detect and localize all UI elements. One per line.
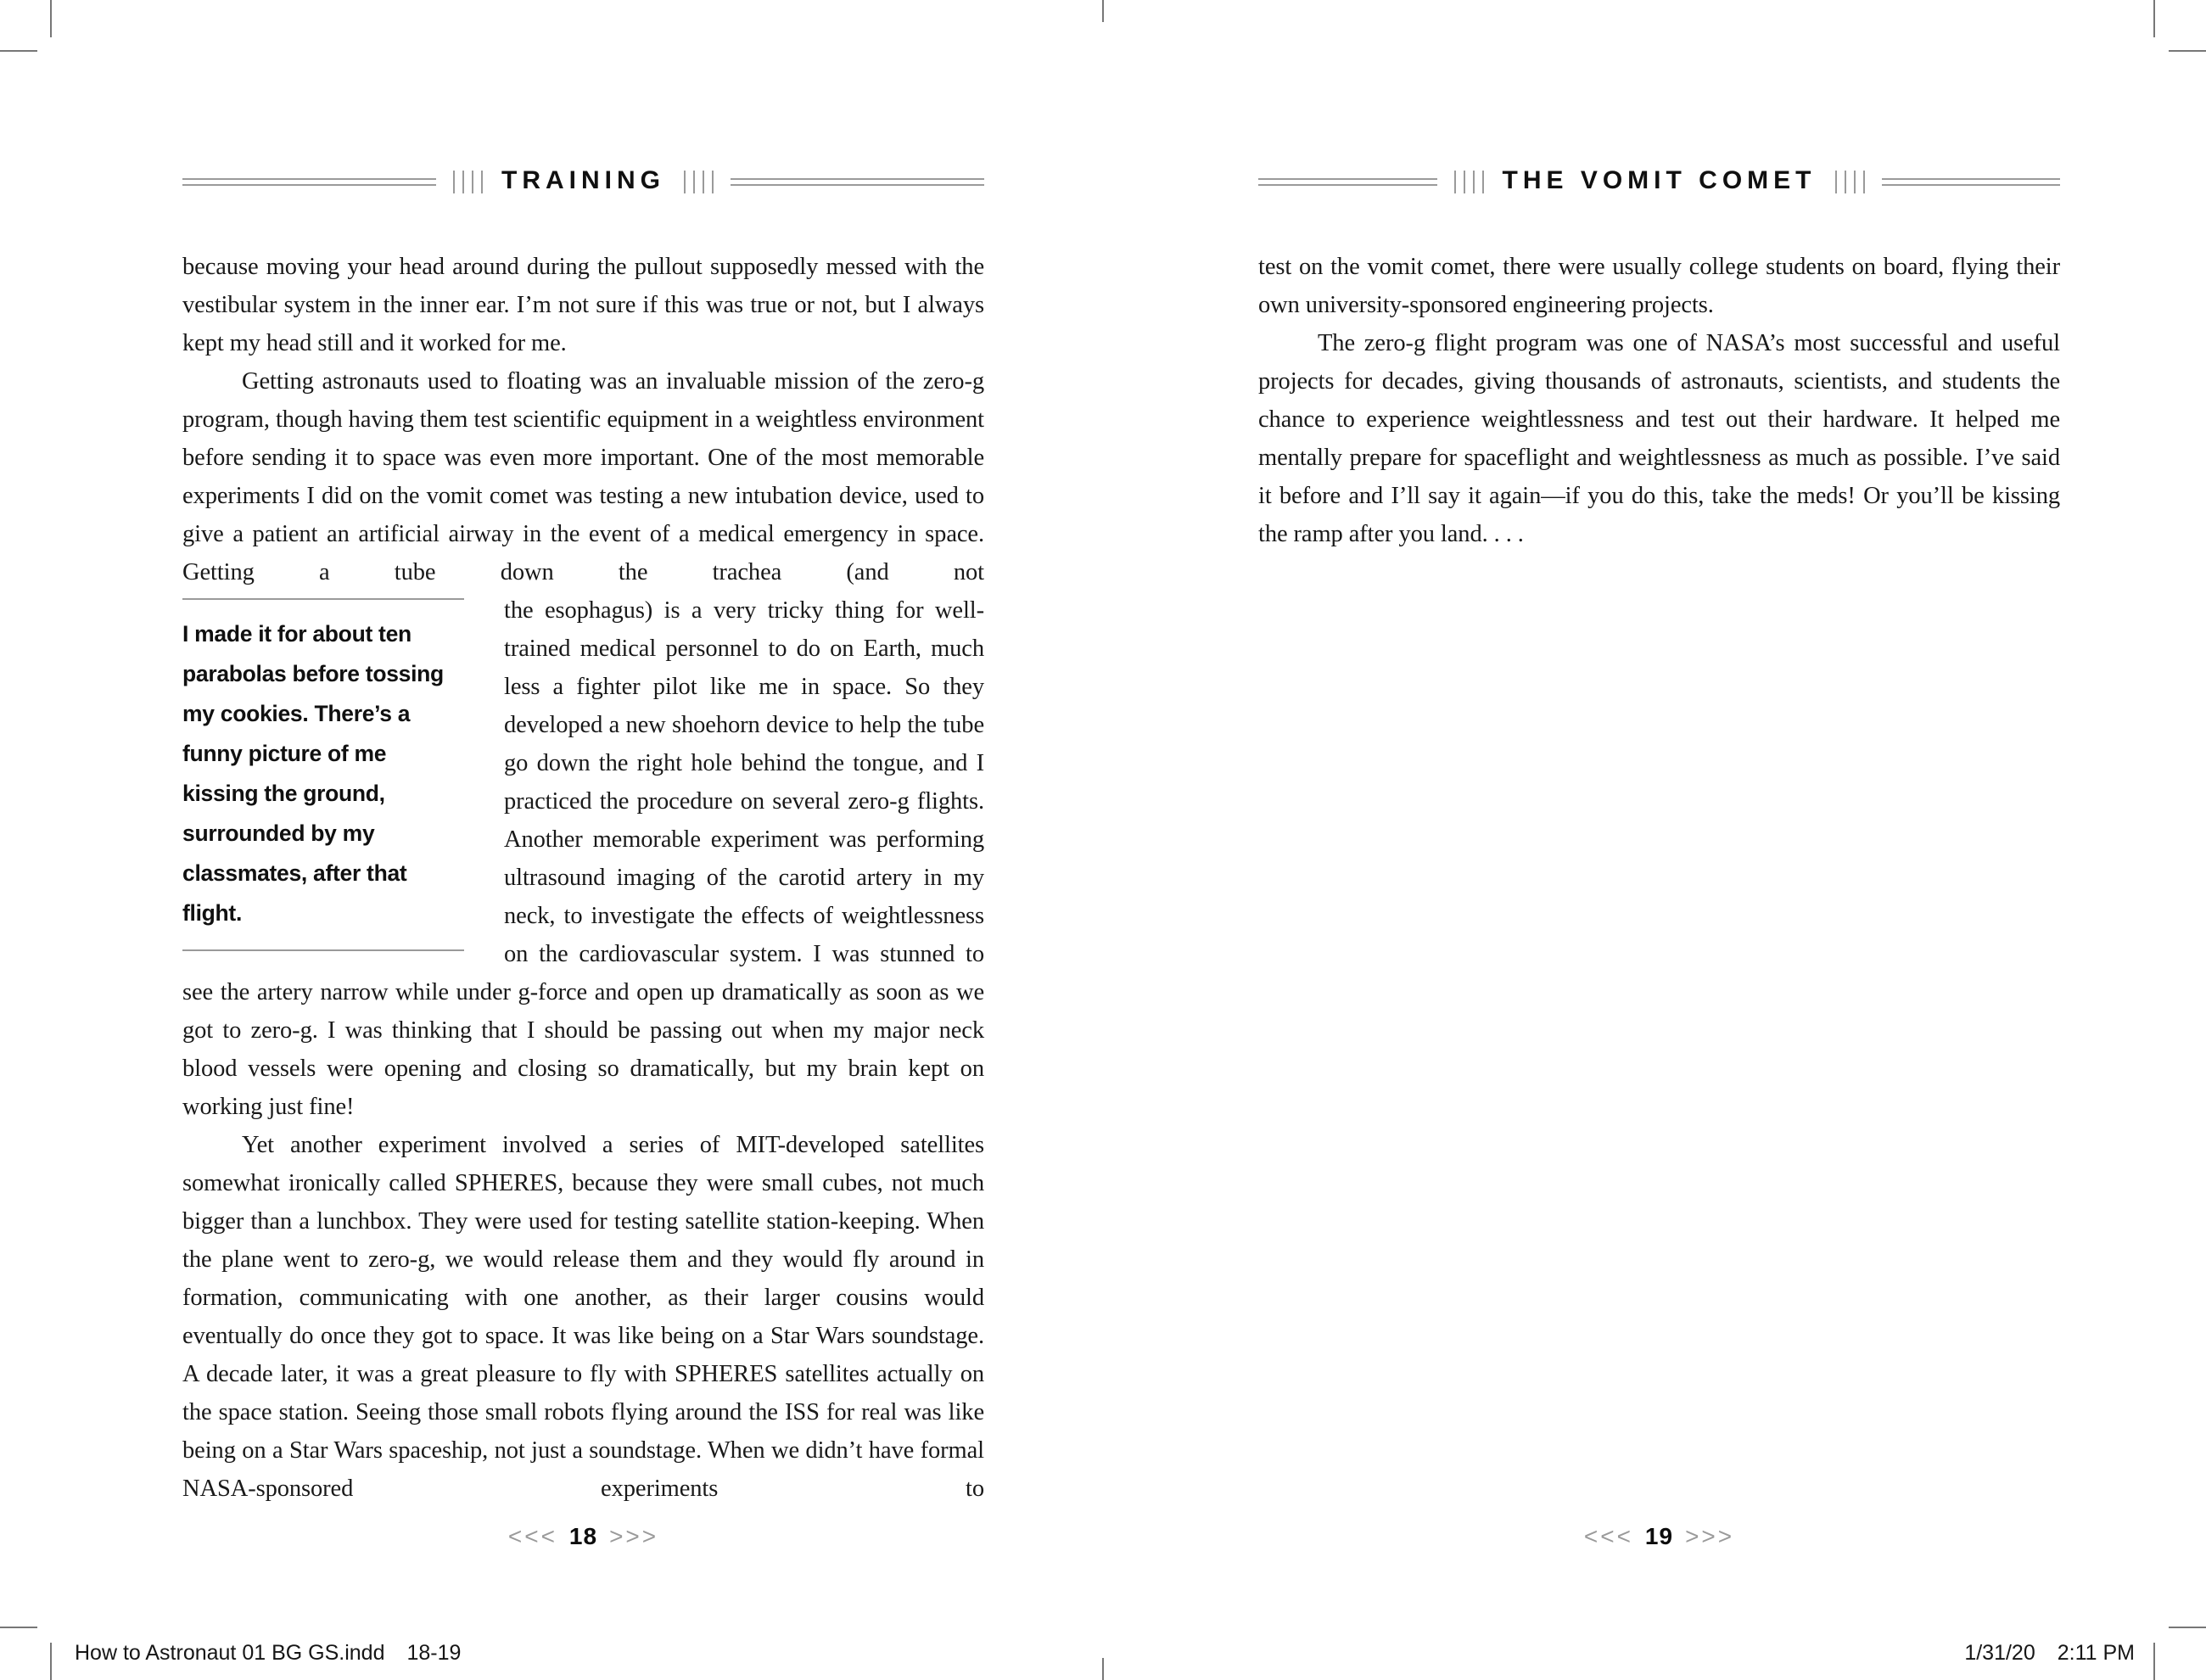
pull-quote-wrap-zone <box>182 591 984 1126</box>
crop-mark-bottom-right-horizontal <box>2169 1627 2206 1628</box>
prev-arrows: <<< <box>507 1523 557 1549</box>
crop-mark-top-left-horizontal <box>0 50 37 52</box>
paragraph: Getting astronauts used to floating was an invaluable mission of the zero-g program, though having them test scientific equipment in a weightless environment before sending it to space was even more important. One of the most memorable experiments I did on the vomit comet was testing a new intubation device, used to give a patient an artificial airway in the event of a medical emergency in space. Getting a tube down the trachea (and not <box>182 368 984 585</box>
crop-mark-top-center <box>1102 0 1104 22</box>
next-arrows: >>> <box>1685 1523 1735 1549</box>
slug-filename: How to Astronaut 01 BG GS.indd <box>75 1641 385 1665</box>
crop-mark-top-right-vertical <box>2153 0 2155 37</box>
crop-mark-bottom-center <box>1102 1658 1104 1680</box>
crop-mark-bottom-left-vertical <box>50 1643 52 1680</box>
page-number: 18 <box>568 1523 598 1549</box>
quad-bars-icon <box>453 171 483 193</box>
slug-date: 1/31/20 <box>1964 1641 2035 1665</box>
pull-quote <box>182 598 464 951</box>
crop-mark-top-left-vertical <box>50 0 52 37</box>
chapter-title: THE VOMIT COMET <box>1502 166 1817 194</box>
left-page <box>182 163 984 1656</box>
crop-mark-bottom-right-vertical <box>2153 1643 2155 1680</box>
body-text <box>1258 248 2060 553</box>
header-double-rule-left <box>1258 178 1437 186</box>
prev-arrows: <<< <box>1583 1523 1633 1549</box>
header-double-rule-left <box>182 178 436 186</box>
pull-quote-text: I made it for about ten parabolas before tossing my cookies. There’s a funny picture of me kissing the ground, surrounded by my classmates, after that flight. <box>182 621 444 926</box>
chapter-header-right <box>1258 163 2060 200</box>
slug-line-datetime <box>1964 1641 2135 1666</box>
folio-right <box>1258 1523 2060 1550</box>
next-arrows: >>> <box>609 1523 659 1549</box>
paragraph: the esophagus) is a very tricky thing for well-trained medical personnel to do on Earth, much less a fighter pilot like me in space. So they developed a new shoehorn device to help the tube go down the right hole behind the tongue, and I practiced the procedure on several zero-g flights. Another memorable experiment was performing ultrasound imaging of the carotid artery in my neck, to investigate the effects of weightlessness on the cardiovascular system. I was stunned to see the artery narrow while under g-force and open up dramatically as soon as we got to zero-g. I was thinking that I should be passing out when my major neck blood vessels were opening and closing so dramatically, but my brain kept on working just fine! <box>182 597 984 1120</box>
paragraph: test on the vomit comet, there were usually college students on board, flying their own university-sponsored engineering projects. <box>1258 254 2060 318</box>
page-number: 19 <box>1644 1523 1674 1549</box>
crop-mark-top-right-horizontal <box>2169 50 2206 52</box>
quad-bars-icon <box>1835 171 1865 193</box>
header-double-rule-right <box>731 178 984 186</box>
slug-line-file <box>75 1641 461 1666</box>
paragraph: because moving your head around during the pullout supposedly messed with the vestibular system in the inner ear. I’m not sure if this was true or not, but I always kept my head still and it worked for me. <box>182 254 984 356</box>
paragraph: Yet another experiment involved a series of MIT-developed satellites somewhat ironically called SPHERES, because they were small cubes, not much bigger than a lunchbox. They were used for testing satellite station-keeping. When the plane went to zero-g, we would release them and they would fly around in formation, communicating with one another, as their larger cousins would eventually do once they got to space. It was like being on a Star Wars soundstage. A decade later, it was a great pleasure to fly with SPHERES satellites actually on the space station. Seeing those small robots flying around the ISS for real was like being on a Star Wars spaceship, not just a soundstage. When we didn’t have formal NASA-sponsored experiments to <box>182 1132 984 1502</box>
slug-pages: 18-19 <box>406 1641 462 1665</box>
chapter-title: TRAINING <box>501 166 665 194</box>
right-page <box>1258 163 2060 1656</box>
crop-mark-bottom-left-horizontal <box>0 1627 37 1628</box>
paragraph: The zero-g flight program was one of NASA’s most successful and useful projects for decades, giving thousands of astronauts, scientists, and students the chance to experience weightlessness and test out their hardware. It helped me mentally prepare for spaceflight and weightlessness as much as possible. I’ve said it before and I’ll say it again—if you do this, take the meds! Or you’ll be kissing the ramp after you land. . . . <box>1258 330 2060 547</box>
body-text <box>182 248 984 1508</box>
header-double-rule-right <box>1882 178 2061 186</box>
quad-bars-icon <box>684 171 714 193</box>
quad-bars-icon <box>1454 171 1484 193</box>
folio-left <box>182 1523 984 1550</box>
slug-time: 2:11 PM <box>2057 1641 2135 1665</box>
chapter-header-left <box>182 163 984 200</box>
